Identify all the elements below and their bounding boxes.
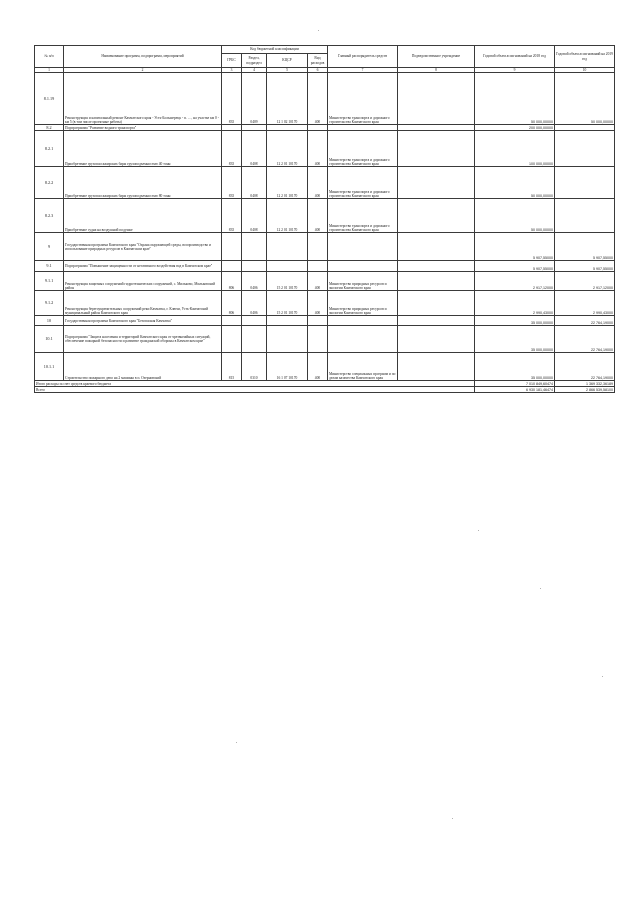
column-index: 1: [35, 68, 64, 73]
row-csr: [267, 261, 308, 272]
row-name: Государственная программа Камчатского края "Безопасная Камчатка": [64, 316, 222, 326]
row-name: Реконструкция защитных сооружений гидротехнических сооружений, с. Мильково, Мильковский район: [64, 272, 222, 291]
row-vr: 400: [308, 291, 328, 316]
row-sum1: 2 990,43000: [475, 291, 555, 316]
row-grbs: 806: [222, 291, 242, 316]
row-executor: Министерство транспорта и дорожного строительства Камчатского края: [328, 167, 398, 199]
row-sum1: 35 000,00000: [475, 326, 555, 353]
row-sum1: 50 000,00000: [475, 73, 555, 125]
header-csr: КЦСР: [267, 54, 308, 68]
row-number: 8.2.1: [35, 131, 64, 167]
row-vr: 400: [308, 167, 328, 199]
table-row: [35, 291, 615, 316]
row-sum2: 22 764,19000: [555, 353, 615, 381]
row-number: 10: [35, 316, 64, 326]
row-name: Приобретение грузопассажирских барж грузоподъемностью 80 тонн: [64, 167, 222, 199]
header-executor: Главный распорядитель средств: [328, 46, 398, 68]
row-grbs: 806: [222, 272, 242, 291]
row-rzpr: 0408: [242, 167, 267, 199]
table-row: [35, 131, 615, 167]
row-number: 9: [35, 233, 64, 261]
scan-speck: [602, 676, 603, 677]
row-target: [398, 233, 475, 261]
row-sum1: 200 000,00000: [475, 125, 555, 131]
total-sum1: 6 930 181,46474: [475, 387, 555, 393]
row-vr: 400: [308, 73, 328, 125]
row-target: [398, 291, 475, 316]
row-number: 9.1.2: [35, 291, 64, 316]
header-num: № п/п: [35, 46, 64, 68]
header-grbs: ГРБС: [222, 54, 242, 68]
row-rzpr: 0409: [242, 73, 267, 125]
row-csr: [267, 233, 308, 261]
row-csr: [267, 326, 308, 353]
row-target: [398, 167, 475, 199]
row-grbs: [222, 326, 242, 353]
row-target: [398, 316, 475, 326]
subtotal-sum1: 7 010 849,60474: [475, 381, 555, 387]
row-number: 10.1.1: [35, 353, 64, 381]
scan-speck: [318, 30, 319, 31]
subtotal-sum2: 1 369 332,36189: [555, 381, 615, 387]
row-rzpr: 0310: [242, 353, 267, 381]
row-sum1: 50 000,00000: [475, 167, 555, 199]
table-row: [35, 272, 615, 291]
table-row: [35, 316, 615, 326]
row-rzpr: [242, 261, 267, 272]
row-sum2: 22 764,19000: [555, 316, 615, 326]
column-index: 9: [475, 68, 555, 73]
row-name: Строительство пожарного депо на 2 машины в п. Озерновский: [64, 353, 222, 381]
column-index: 2: [64, 68, 222, 73]
row-grbs: 835: [222, 131, 242, 167]
row-executor: [328, 326, 398, 353]
column-index: 5: [267, 68, 308, 73]
row-csr: [267, 316, 308, 326]
row-rzpr: 0408: [242, 199, 267, 233]
row-executor: Министерство специальных программ и по делам казачества Камчатского края: [328, 353, 398, 381]
row-target: [398, 272, 475, 291]
row-name: Государственная программа Камчатского края "Охрана окружающей среды, воспроизводство и использование природных ресурсов в Камчатском крае": [64, 233, 222, 261]
row-executor: Министерство транспорта и дорожного строительства Камчатского края: [328, 131, 398, 167]
row-rzpr: 0408: [242, 131, 267, 167]
column-index: 10: [555, 68, 615, 73]
table-row: [35, 73, 615, 125]
header-kbk: Код бюджетной классификации: [222, 46, 328, 54]
total-row: [35, 387, 615, 393]
column-index: 6: [308, 68, 328, 73]
row-vr: 400: [308, 353, 328, 381]
column-index: 8: [398, 68, 475, 73]
row-grbs: [222, 316, 242, 326]
table-row: [35, 353, 615, 381]
scan-speck: [540, 588, 541, 589]
table-row: [35, 261, 615, 272]
header-vr: Вид расходов: [308, 54, 328, 68]
row-vr: [308, 326, 328, 353]
row-rzpr: [242, 233, 267, 261]
row-name: Приобретение грузопассажирских барж грузоподъемностью 40 тонн: [64, 131, 222, 167]
row-grbs: 835: [222, 199, 242, 233]
table-row: [35, 233, 615, 261]
row-number: 9.1.1: [35, 272, 64, 291]
row-sum2: [555, 131, 615, 167]
table-row: [35, 167, 615, 199]
row-rzpr: 0406: [242, 291, 267, 316]
row-csr: 15 2 01 10170: [267, 272, 308, 291]
row-vr: 400: [308, 272, 328, 291]
header-sum1: Годовой объем ассигнований на 2018 год: [475, 46, 555, 68]
row-sum2: 50 000,00000: [555, 73, 615, 125]
row-name: Подпрограмма "Защита населения и территорий Камчатского края от чрезвычайных ситуаций, обеспечение пожарной безопасности и развитие гражданской обороны в Камчатском крае": [64, 326, 222, 353]
row-sum2: [555, 167, 615, 199]
row-executor: Министерство природных ресурсов и экологии Камчатского края: [328, 272, 398, 291]
row-number: 8.2.3: [35, 199, 64, 233]
row-target: [398, 199, 475, 233]
row-sum2: 5 907,55000: [555, 233, 615, 261]
header-rzpr: Раздел, подраздел: [242, 54, 267, 68]
row-name: Подпрограмма "Повышение защищенности от негативного воздействия вод в Камчатском крае": [64, 261, 222, 272]
total-sum2: 2 866 539,58100: [555, 387, 615, 393]
row-vr: [308, 233, 328, 261]
row-rzpr: 0406: [242, 272, 267, 291]
row-vr: 400: [308, 199, 328, 233]
row-number: 8.2: [35, 125, 64, 131]
row-name: Реконструкция берегоукрепительных сооружений реки Камчатка, г. Ключи, Усть-Камчатский муниципальный район Камчатского края: [64, 291, 222, 316]
row-executor: [328, 261, 398, 272]
row-target: [398, 326, 475, 353]
row-name: Подпрограмма "Развитие водного транспорта": [64, 125, 222, 131]
scan-speck: [478, 530, 479, 531]
row-executor: [328, 316, 398, 326]
row-grbs: 835: [222, 73, 242, 125]
row-target: [398, 131, 475, 167]
row-sum2: 2 990,43000: [555, 291, 615, 316]
row-target: [398, 73, 475, 125]
row-sum1: 5 907,55000: [475, 261, 555, 272]
header-sum2: Годовой объем ассигнований на 2019 год: [555, 46, 615, 68]
row-vr: 400: [308, 131, 328, 167]
row-number: 8.2.2: [35, 167, 64, 199]
row-rzpr: [242, 326, 267, 353]
header-target: Подведомственное учреждение: [398, 46, 475, 68]
row-grbs: 835: [222, 167, 242, 199]
row-sum1: 100 000,00000: [475, 131, 555, 167]
row-csr: 15 2 01 10170: [267, 291, 308, 316]
row-number: 8.1.19: [35, 73, 64, 125]
row-number: 9.1: [35, 261, 64, 272]
column-index: 4: [242, 68, 267, 73]
row-csr: 12 1 02 10170: [267, 73, 308, 125]
row-sum2: 22 764,19000: [555, 326, 615, 353]
budget-table: [34, 45, 615, 393]
row-sum2: 2 917,12000: [555, 272, 615, 291]
row-name: Реконструкция и капитальный ремонт Камчатского края - Усть-Большерецк - п. ... , на участке км 0 - км 5 (в том числе проектные работы): [64, 73, 222, 125]
column-index: 7: [328, 68, 398, 73]
row-sum1: 35 000,00000: [475, 316, 555, 326]
row-sum1: 35 000,00000: [475, 353, 555, 381]
subtotal-label: Итого расходы за счет средств краевого бюджета: [35, 381, 475, 387]
row-sum2: 5 907,55000: [555, 261, 615, 272]
row-target: [398, 261, 475, 272]
row-sum2: [555, 199, 615, 233]
table-row: [35, 326, 615, 353]
row-executor: Министерство транспорта и дорожного строительства Камчатского края: [328, 199, 398, 233]
row-executor: [328, 233, 398, 261]
row-csr: 12 2 01 10170: [267, 199, 308, 233]
scan-speck: [236, 742, 237, 743]
row-sum1: 5 907,55000: [475, 233, 555, 261]
total-label: Всего: [35, 387, 475, 393]
header-name: Наименование программ, подпрограмм, мероприятий: [64, 46, 222, 68]
row-target: [398, 353, 475, 381]
row-grbs: [222, 261, 242, 272]
row-number: 10.1: [35, 326, 64, 353]
row-executor: Министерство природных ресурсов и экологии Камчатского края: [328, 291, 398, 316]
row-vr: [308, 316, 328, 326]
row-csr: 12 2 01 10170: [267, 167, 308, 199]
row-sum1: 50 000,00000: [475, 199, 555, 233]
row-executor: Министерство транспорта и дорожного строительства Камчатского края: [328, 73, 398, 125]
row-name: Приобретение судна на воздушной подушке: [64, 199, 222, 233]
row-vr: [308, 261, 328, 272]
scan-speck: [452, 818, 453, 819]
row-grbs: 815: [222, 353, 242, 381]
row-csr: 16 1 07 10170: [267, 353, 308, 381]
row-csr: 12 2 01 10170: [267, 131, 308, 167]
row-rzpr: [242, 316, 267, 326]
row-grbs: [222, 233, 242, 261]
table-row: [35, 199, 615, 233]
column-index: 3: [222, 68, 242, 73]
row-sum1: 2 917,12000: [475, 272, 555, 291]
